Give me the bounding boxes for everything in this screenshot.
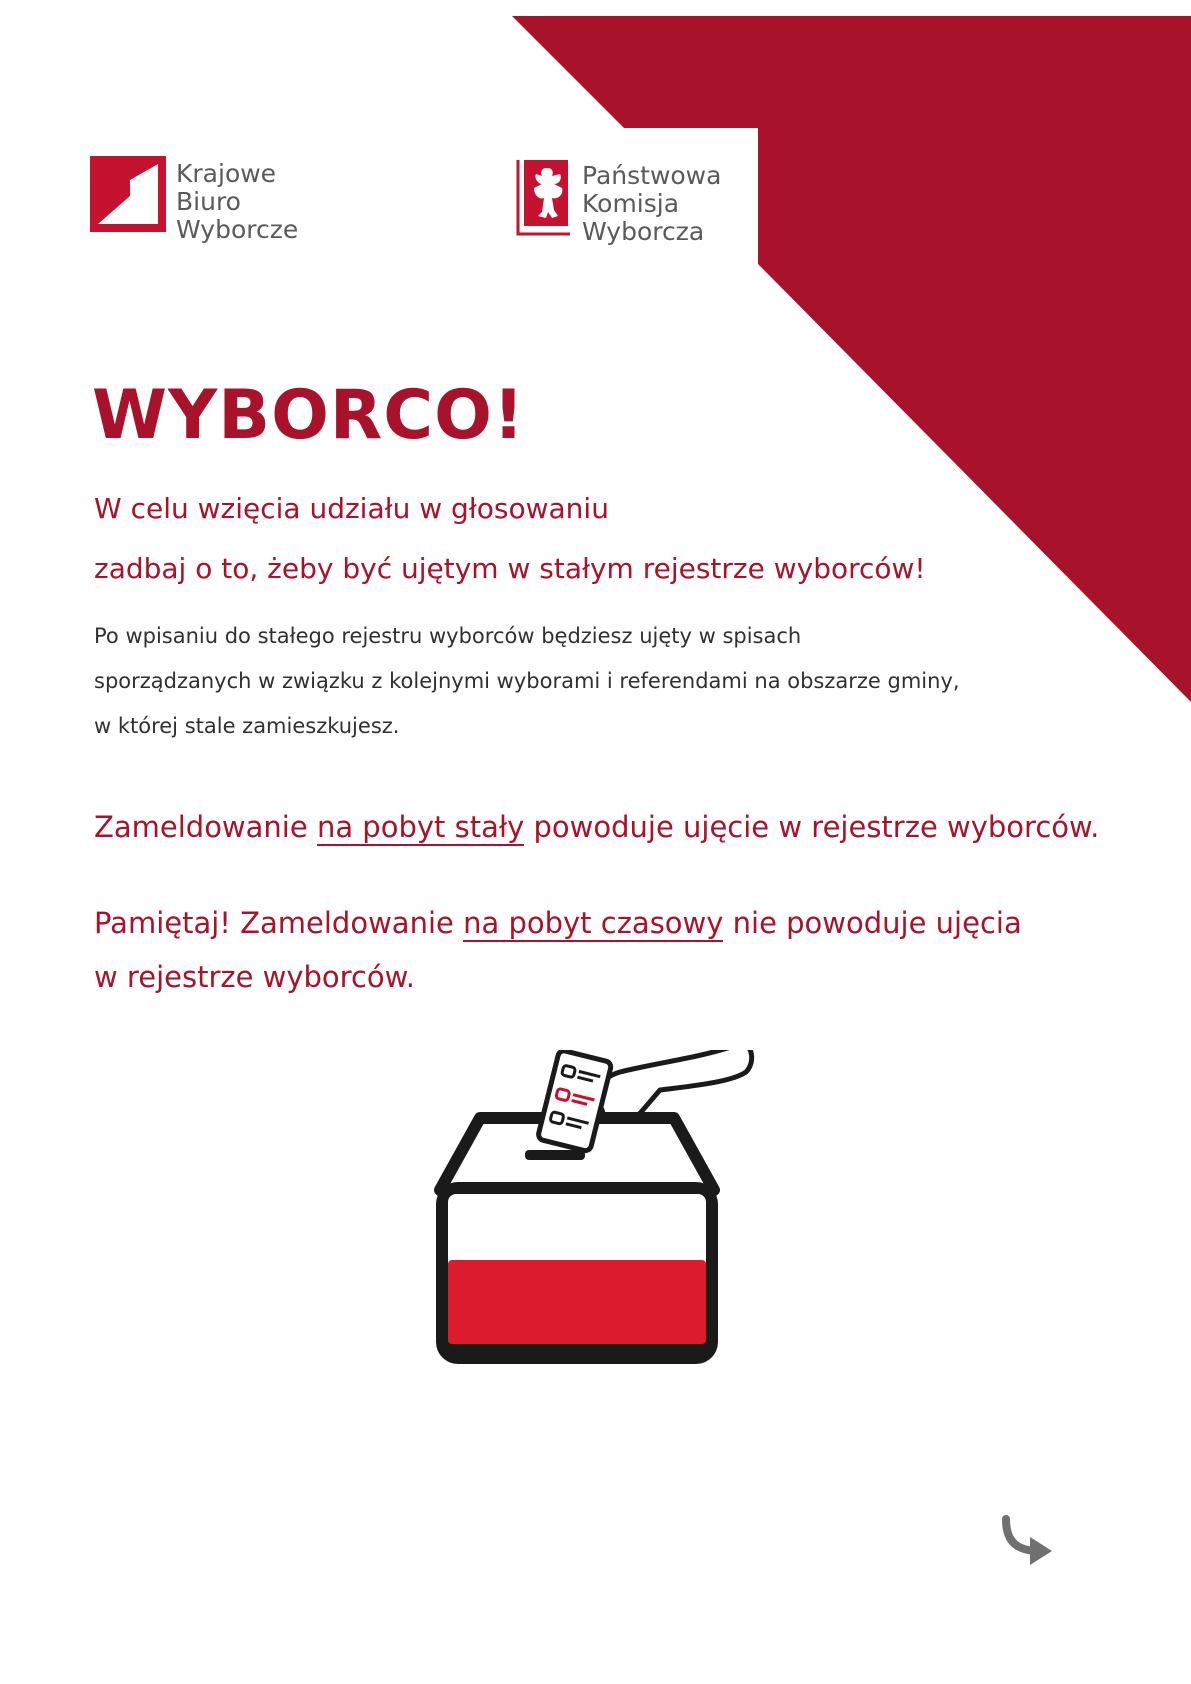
subheadline-line-1: W celu wzięcia udziału w głosowaniu [94,492,609,525]
pkw-line-3: Wyborcza [582,217,705,246]
note2-after: nie powoduje ujęcia [723,906,1022,940]
kbw-logo-text [176,160,298,244]
pkw-eagle-logo-icon [512,158,572,238]
kbw-logo [90,156,298,244]
pkw-logo-text [582,162,721,246]
temporary-residence-note [94,896,1022,1004]
next-page-arrow-icon [1000,1515,1056,1571]
pkw-line-2: Komisja [582,189,680,218]
permanent-residence-note [94,800,1099,854]
headline: WYBORCO! [92,376,525,455]
kbw-line-1: Krajowe [176,159,277,188]
body-paragraph [94,614,1134,749]
note2-line2: w rejestrze wyborców. [94,960,415,994]
body-line-1: Po wpisaniu do stałego rejestru wyborców będziesz ujęty w spisach [94,624,802,648]
note2-before: Pamiętaj! Zameldowanie [94,906,464,940]
note2-underlined: na pobyt czasowy [463,906,724,940]
kbw-logo-icon [90,156,166,232]
note1-underlined: na pobyt stały [316,810,525,844]
ballot-box-icon [420,1050,800,1380]
body-line-2: sporządzanych w związku z kolejnymi wyborami i referendami na obszarze gminy, [94,669,960,693]
note1-after: powoduje ujęcie w rejestrze wyborców. [524,810,1100,844]
note1-before: Zameldowanie [94,810,317,844]
body-line-3: w której stale zamieszkujesz. [94,714,400,738]
pkw-logo [512,158,721,246]
subheadline-line-2: zadbaj o to, żeby być ujętym w stałym rejestrze wyborców! [94,552,926,585]
kbw-line-2: Biuro [176,187,241,216]
pkw-line-1: Państwowa [582,161,722,190]
kbw-line-3: Wyborcze [176,215,299,244]
